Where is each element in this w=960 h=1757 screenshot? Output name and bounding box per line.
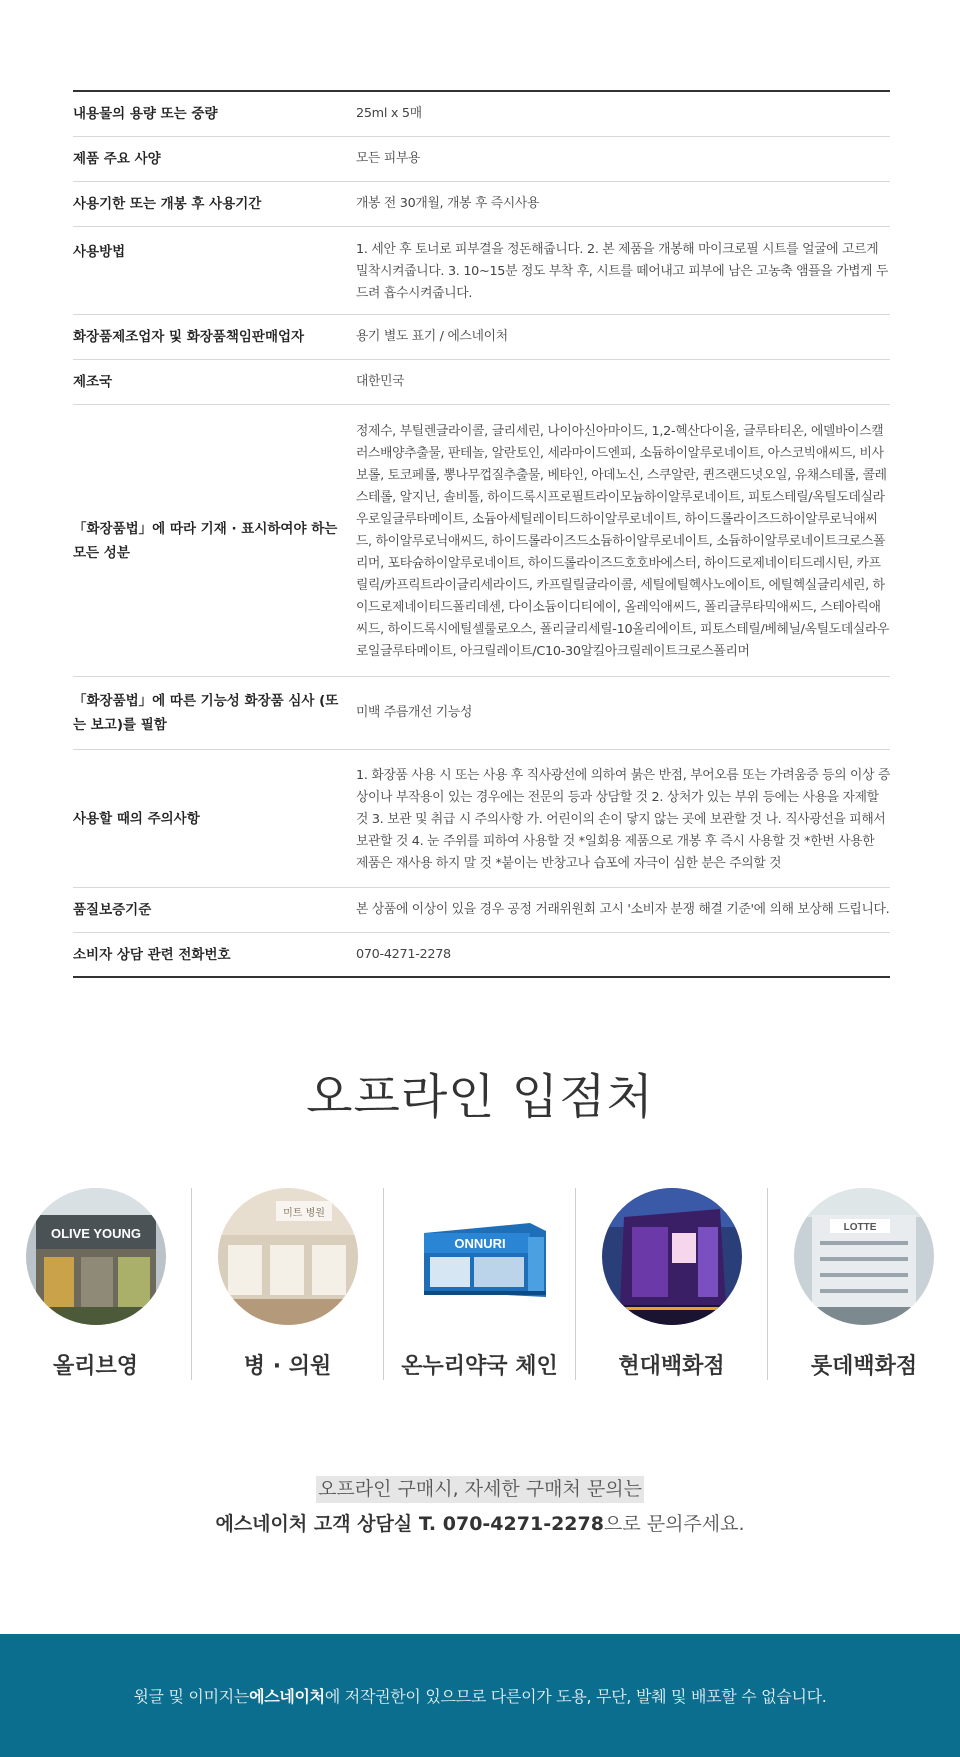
spec-value: 모든 피부용 — [356, 151, 421, 166]
spec-row-manufacturer — [73, 315, 890, 360]
spec-label: 사용기한 또는 개봉 후 사용기간 — [73, 196, 262, 212]
notice-line-2 — [0, 1509, 960, 1539]
store-name: 온누리약국 체인 — [401, 1354, 558, 1379]
spec-value: 1. 세안 후 토너로 피부결을 정돈해줍니다. 2. 본 제품을 개봉해 마이크로필 시트를 얼굴에 고르게 밀착시켜줍니다. 3. 10~15분 정도 부착 후, 시트를 떼어내고 피부에 남은 고농축 앰플을 가볍게 두드려 흡수시켜줍니다. — [356, 241, 889, 301]
spec-row-caution — [73, 750, 890, 888]
spec-row-country — [73, 360, 890, 405]
store-sign: LOTTE — [843, 1221, 877, 1233]
spec-label: 품질보증기준 — [73, 902, 152, 918]
store-clinic — [192, 1188, 384, 1380]
spec-row-quality — [73, 888, 890, 933]
footer-post: 에 저작권한이 있으므로 다른이가 도용, 무단, 발췌 및 배포할 수 없습니다. — [324, 1687, 827, 1706]
spec-label: 내용물의 용량 또는 중량 — [73, 106, 218, 122]
oliveyoung-photo — [26, 1188, 166, 1325]
notice-tail: 으로 문의주세요. — [603, 1513, 745, 1535]
spec-value: 용기 별도 표기 / 에스네이처 — [356, 329, 508, 344]
notice-contact: 에스네이처 고객 상담실 T. 070-4271-2278 — [215, 1513, 604, 1535]
product-info-table — [73, 90, 890, 978]
lotte-photo — [794, 1188, 934, 1325]
spec-label: 사용할 때의 주의사항 — [73, 810, 200, 827]
spec-value: 25ml x 5매 — [356, 106, 422, 121]
spec-value: 070-4271-2278 — [356, 946, 451, 962]
store-sign: OLIVE YOUNG — [50, 1225, 141, 1241]
spec-row-volume — [73, 92, 890, 137]
spec-label: 사용방법 — [73, 244, 126, 260]
spec-value: 개봉 전 30개월, 개봉 후 즉시사용 — [356, 196, 540, 211]
spec-label: 화장품제조업자 및 화장품책임판매업자 — [73, 329, 305, 345]
spec-row-spec — [73, 137, 890, 182]
spec-row-usage — [73, 227, 890, 315]
spec-row-phone — [73, 933, 890, 976]
footer-pre: 윗글 및 이미지는 — [133, 1687, 250, 1706]
notice-line-1: 오프라인 구매시, 자세한 구매처 문의는 — [316, 1476, 644, 1503]
store-sign: ONNURI — [453, 1235, 506, 1251]
store-oliveyoung — [0, 1188, 192, 1380]
spec-row-expiry — [73, 182, 890, 227]
store-name: 현대백화점 — [618, 1354, 725, 1379]
store-lotte — [768, 1188, 960, 1380]
offline-stores-title: 오프라인 입점처 — [306, 1069, 654, 1125]
clinic-photo — [218, 1188, 358, 1325]
spec-value: 1. 화장품 사용 시 또는 사용 후 직사광선에 의하여 붉은 반점, 부어오름 또는 가려움증 등의 이상 증상이나 부작용이 있는 경우에는 전문의 등과 상담할 것 2. 상처가 있는 부위 등에는 사용을 자제할 것 3. 보관 및 취급 시 주의사항 가. 어린이의 손이 닿지 않는 곳에 보관할 것 나. 직사광선을 피해서 보관할 것 4. 눈 주위를 피하여 사용할 것 *일회용 제품으로 개봉 후 즉시 사용할 것 *한번 사용한 제품은 재사용 하지 말 것 *붙이는 반창고나 습포에 자극이 심한 분은 주의할 것 — [356, 767, 891, 871]
purchase-notice — [0, 1476, 960, 1539]
onnuri-photo — [410, 1188, 550, 1325]
spec-value: 미백 주름개선 기능성 — [356, 705, 473, 720]
store-name: 올리브영 — [52, 1354, 138, 1379]
spec-label: 「화장품법」에 따라 기재 · 표시하여야 하는 모든 성분 — [73, 520, 338, 561]
store-sign: 미트 병원 — [282, 1207, 325, 1219]
spec-label: 소비자 상담 관련 전화번호 — [73, 946, 231, 963]
spec-label: 「화장품법」에 따른 기능성 화장품 심사 (또는 보고)를 필함 — [73, 693, 339, 733]
store-name: 롯데백화점 — [810, 1354, 918, 1379]
hyundai-photo — [602, 1188, 742, 1325]
spec-value: 정제수, 부틸렌글라이콜, 글리세린, 나이아신아마이드, 1,2-헥산다이올, 글루타티온, 에델바이스캘러스배양추출물, 판테놀, 알란토인, 세라마이드엔피, 소듐하이알루로네이트, 아스코빅애씨드, 비사보롤, 토코페롤, 뽕나무껍질추출물, 베타인, 아데노신, 스쿠알란, 퀸즈랜드넛오일, 유채스테롤, 콜레스테롤, 알지닌, 솔비톨, 하이드록시프로필트라이모늄하이알루로네이트, 피토스테릴/옥틸도데실라우로일글루타메이트, 소듐아세틸레이티드하이알루로네이트, 하이드롤라이즈드하이알루로닉애씨드, 하이알루로닉애씨드, 하이드롤라이즈드소듐하이알루로네이트, 소듐하이알루로네이트크로스폴리머, 포타슘하이알루로네이트, 하이드롤라이즈드호호바에스터, 하이드로제네이티드레시틴, 카프릴릭/카프릭트라이글리세라이드, 카프릴릴글라이콜, 세틸에틸헥사노에이트, 에틸헥실글리세린, 하이드로제네이티드폴리데센, 다이소듐이디티에이, 올레익애씨드, 폴리글루타믹애씨드, 스테아릭애씨드, 하이드록시에틸셀룰로오스, 폴리글리세릴-10올리에이트, 피토스테릴/베헤닐/옥틸도데실라우로일글루타메이트, 아크릴레이트/C10-30알킬아크릴레이트크로스폴리머 — [356, 423, 890, 659]
spec-row-ingredients — [73, 405, 890, 677]
spec-label: 제조국 — [73, 374, 113, 390]
footer-brand: 에스네이처 — [249, 1687, 325, 1706]
copyright-footer — [0, 1634, 960, 1757]
spec-value: 본 상품에 이상이 있을 경우 공정 거래위원회 고시 '소비자 분쟁 해결 기준'에 의해 보상해 드립니다. — [356, 902, 890, 917]
spec-label: 제품 주요 사양 — [73, 151, 161, 167]
spec-row-functional — [73, 677, 890, 750]
store-hyundai — [576, 1188, 768, 1380]
spec-value: 대한민국 — [356, 374, 405, 389]
store-name: 병 · 의원 — [243, 1354, 332, 1379]
store-onnuri — [384, 1188, 576, 1380]
store-list — [0, 1188, 960, 1380]
